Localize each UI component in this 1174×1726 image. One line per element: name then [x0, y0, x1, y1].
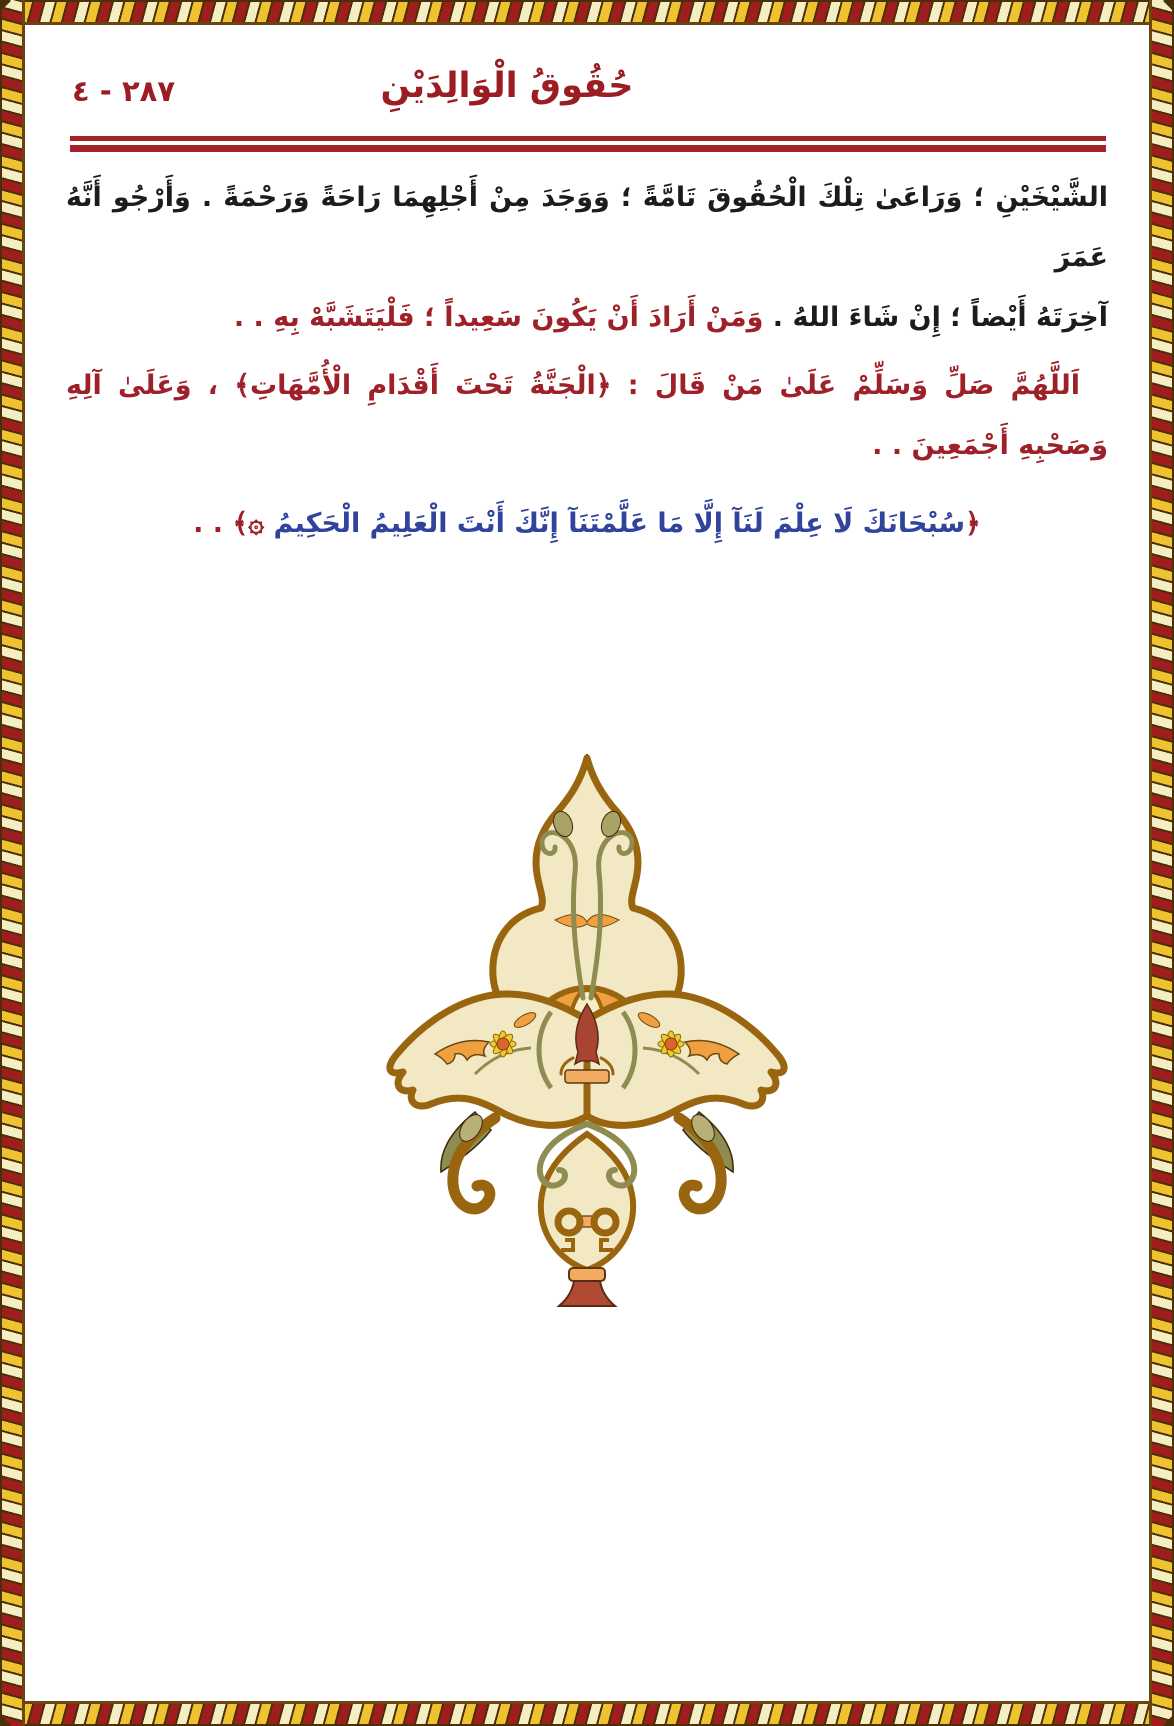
frame-border-top [0, 0, 1174, 25]
frame-border-left [0, 0, 25, 1726]
page-title: حُقُوقُ الْوَالِدَيْنِ [380, 66, 634, 106]
ornate-open-bracket: ﴿ [965, 508, 981, 539]
paragraph2-line1: اَللَّهُمَّ صَلِّ وَسَلِّمْ عَلَىٰ مَنْ قَالَ : ﴿الْجَنَّةُ تَحْتَ أَقْدَامِ الْأُمَّهَاتِ﴾ ، وَعَلَىٰ آلِهِ [66, 370, 1080, 401]
paragraph1-line2-red: وَمَنْ أَرَادَ أَنْ يَكُونَ سَعِيداً ؛ فَلْيَتَشَبَّهْ بِهِ . . [233, 302, 764, 333]
paragraph1-line2-black: آخِرَتَهُ أَيْضاً ؛ إِنْ شَاءَ اللهُ . [763, 302, 1108, 333]
trailing-dots: . . [193, 508, 233, 539]
paragraph3-quote: سُبْحَانَكَ لَا عِلْمَ لَنَآ إِلَّا مَا عَلَّمْتَنَآ إِنَّكَ أَنْتَ الْعَلِيمُ الْحَكِيمُ [273, 508, 966, 539]
arabesque-ornament-svg [375, 752, 799, 1312]
body-text [66, 168, 1108, 554]
page-number: ٢٨٧ - ٤ [72, 74, 176, 108]
paragraph2-line2: وَصَحْبِهِ أَجْمَعِينَ . . [872, 430, 1108, 461]
arabesque-ornament [375, 752, 799, 1312]
rule-thick [70, 145, 1106, 152]
paragraph3-dua [66, 494, 1108, 554]
frame-border-bottom [0, 1701, 1174, 1726]
paragraph1-line1: الشَّيْخَيْنِ ؛ وَرَاعَىٰ تِلْكَ الْحُقُوقَ تَامَّةً ؛ وَوَجَدَ مِنْ أَجْلِهِمَا رَاحَةً وَرَحْمَةً . وَأَرْجُو أَنَّهُ عَمَرَ [66, 182, 1108, 273]
header-double-rule [70, 136, 1106, 152]
frame-border-right [1149, 0, 1174, 1726]
paragraph1-line2 [66, 288, 1108, 348]
ornate-close-bracket: ۞﴾ [232, 508, 274, 539]
